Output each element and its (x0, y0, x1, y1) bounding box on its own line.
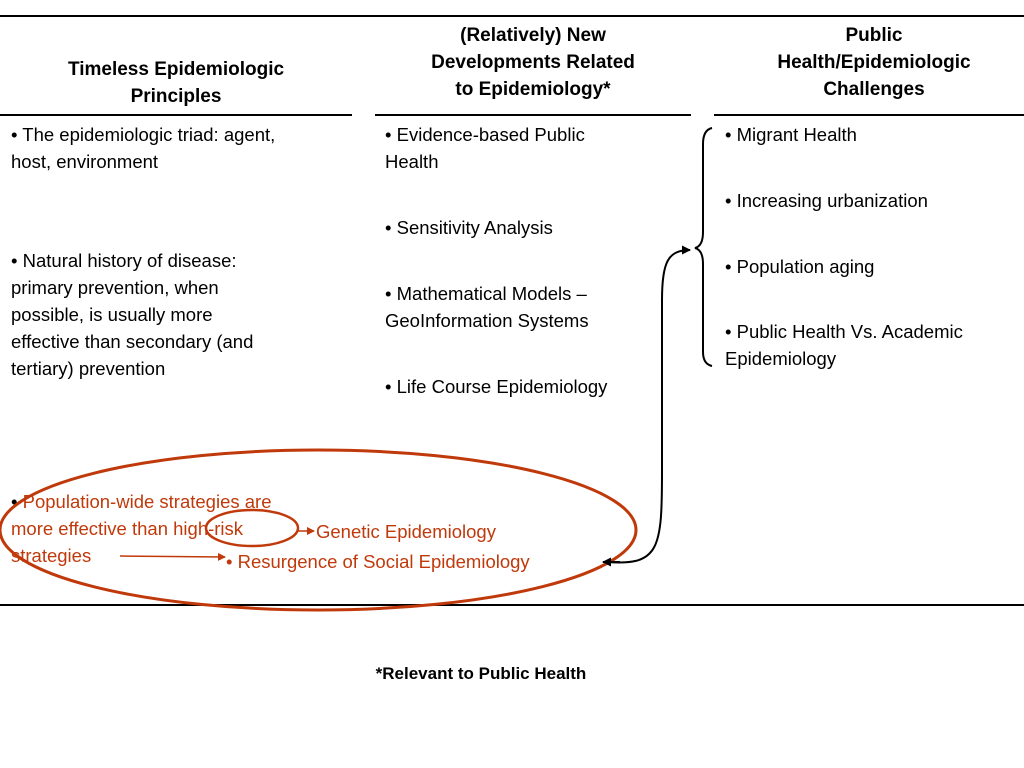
bullet: • (11, 491, 18, 512)
text-line: • Mathematical Models – (385, 283, 587, 304)
text-line: • Evidence-based Public (385, 124, 585, 145)
text-line: • Population aging (725, 256, 875, 277)
top-rule (0, 15, 1024, 17)
right-column-title (714, 22, 1024, 103)
middle-item-sensitivity (385, 214, 553, 241)
bottom-rule (0, 604, 1024, 606)
text-line (11, 488, 272, 515)
text-line: • Life Course Epidemiology (385, 376, 608, 397)
text-line: Health (385, 151, 439, 172)
text-line: • Natural history of disease: (11, 250, 237, 271)
social-epidemiology-label: • Resurgence of Social Epidemiology (226, 551, 530, 572)
text-line: strategies (11, 545, 92, 566)
text-line: • The epidemiologic triad: agent, (11, 124, 276, 145)
text-line: tertiary) prevention (11, 358, 166, 379)
red-text: Population-wide strategies are (17, 491, 272, 512)
left-item-triad (11, 121, 275, 175)
middle-item-life-course (385, 373, 607, 400)
right-title-line: Public (845, 25, 903, 46)
right-header-rule (714, 114, 1024, 116)
text-line: Epidemiology (725, 348, 837, 369)
right-title-line: Health/Epidemiologic (777, 52, 971, 73)
middle-title-line: Developments Related (431, 52, 635, 73)
text-line: effective than secondary (and (11, 331, 254, 352)
right-title-line: Challenges (823, 79, 925, 100)
connector-curve (607, 250, 690, 563)
genetic-epidemiology-label: Genetic Epidemiology (316, 521, 496, 542)
right-column-brace (695, 128, 712, 366)
left-title-line: Timeless Epidemiologic (67, 59, 285, 80)
right-item-migrant (725, 121, 857, 148)
left-item-natural-history (11, 247, 253, 382)
middle-item-math-models (385, 280, 589, 334)
text-line: GeoInformation Systems (385, 310, 589, 331)
left-title-line: Principles (130, 86, 222, 107)
text-line: • Public Health Vs. Academic (725, 321, 963, 342)
text-line: host, environment (11, 151, 159, 172)
text-line: • Increasing urbanization (725, 190, 928, 211)
left-header-rule (0, 114, 352, 116)
right-item-aging (725, 253, 874, 280)
right-item-urbanization (725, 187, 928, 214)
middle-column-title (375, 22, 691, 103)
right-item-public-vs-academic (725, 318, 963, 372)
middle-title-line: to Epidemiology* (455, 79, 611, 100)
text-line: • Migrant Health (725, 124, 857, 145)
middle-item-evidence-based (385, 121, 585, 175)
text-line: possible, is usually more (11, 304, 213, 325)
footnote: *Relevant to Public Health (375, 664, 587, 683)
text-line: • Sensitivity Analysis (385, 217, 553, 238)
left-column-title (0, 56, 352, 110)
text-line: more effective than high-risk (11, 518, 244, 539)
middle-header-rule (375, 114, 691, 116)
text-line: primary prevention, when (11, 277, 219, 298)
middle-title-line: (Relatively) New (460, 25, 606, 46)
